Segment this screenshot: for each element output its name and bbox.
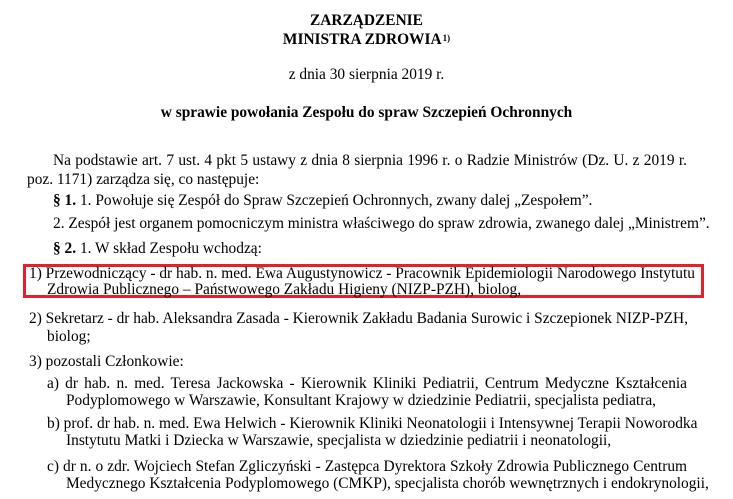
sub-c-line2: Medycznego Kształcenia Podyplomowego (CMKP), specjalista chorób wewnętrznych i endokrynologii, — [66, 475, 709, 492]
par1-item1 — [53, 191, 592, 210]
par1-item2: 2. Zespół jest organem pomocniczym ministra właściwego do spraw zdrowia, zwanego dalej „Ministrem”. — [53, 215, 710, 232]
intro-line-2: poz. 1171) zarządza się, co następuje: — [27, 171, 260, 188]
member1-line2: Zdrowia Publicznego – Państwowego Zakładu Higieny (NIZP-PZH), biolog, — [47, 281, 522, 298]
par1-marker: § 1. — [53, 192, 77, 209]
par1-item1-text: 1. Powołuje się Zespół do Spraw Szczepień Ochronnych, zwany dalej „Zespołem”. — [76, 192, 593, 209]
par2-marker: § 2. — [53, 240, 77, 257]
intro-line-1: Na podstawie art. 7 ust. 4 pkt 5 ustawy z dnia 8 sierpnia 1996 r. o Radzie Ministrów (Dz. U. z 2019 r. — [53, 152, 687, 169]
member3-label: 3) pozostali Członkowie: — [29, 353, 184, 370]
member1-line1: 1) Przewodniczący - dr hab. n. med. Ewa Augustynowicz - Pracownik Epidemiologii Narodowego Instytutu — [29, 265, 695, 282]
par2-item1-text: 1. W skład Zespołu wchodzą: — [76, 240, 262, 257]
sub-c-line1: c) dr n. o zdr. Wojciech Stefan Zgliczyński - Zastępca Dyrektora Szkoły Zdrowia Publicznego Centrum — [47, 458, 687, 475]
doc-title-text: MINISTRA ZDROWIA — [282, 31, 442, 48]
member2-line1: 2) Sekretarz - dr hab. Aleksandra Zasada - Kierownik Zakładu Badania Surowic i Szczepionek NIZP-PZH, — [29, 310, 689, 327]
sub-b-line1: b) prof. dr hab. n. med. Ewa Helwich - Kierownik Kliniki Neonatologii i Intensywnej Terapii Noworodka — [47, 415, 698, 432]
sub-a-line2: Podyplomowego w Warszawie, Konsultant Krajowy w dziedzinie Pediatrii, specjalista pediatra, — [66, 392, 657, 409]
doc-subject: w sprawie powołania Zespołu do spraw Szczepień Ochronnych — [160, 104, 573, 121]
par2-item1 — [53, 239, 262, 258]
doc-title-line2 — [0, 30, 733, 49]
doc-date: z dnia 30 sierpnia 2019 r. — [288, 66, 445, 83]
member2-line2: biolog; — [47, 328, 91, 345]
sub-b-line2: Instytutu Matki i Dziecka w Warszawie, specjalista w dziedzinie pediatrii i neonatologii, — [66, 432, 612, 449]
footnote-marker: 1) — [442, 33, 451, 43]
sub-a-line1: a) dr hab. n. med. Teresa Jackowska - Kierownik Kliniki Pediatrii, Centrum Medyczne Kształcenia — [47, 375, 687, 392]
doc-title-line1: ZARZĄDZENIE — [310, 12, 423, 29]
